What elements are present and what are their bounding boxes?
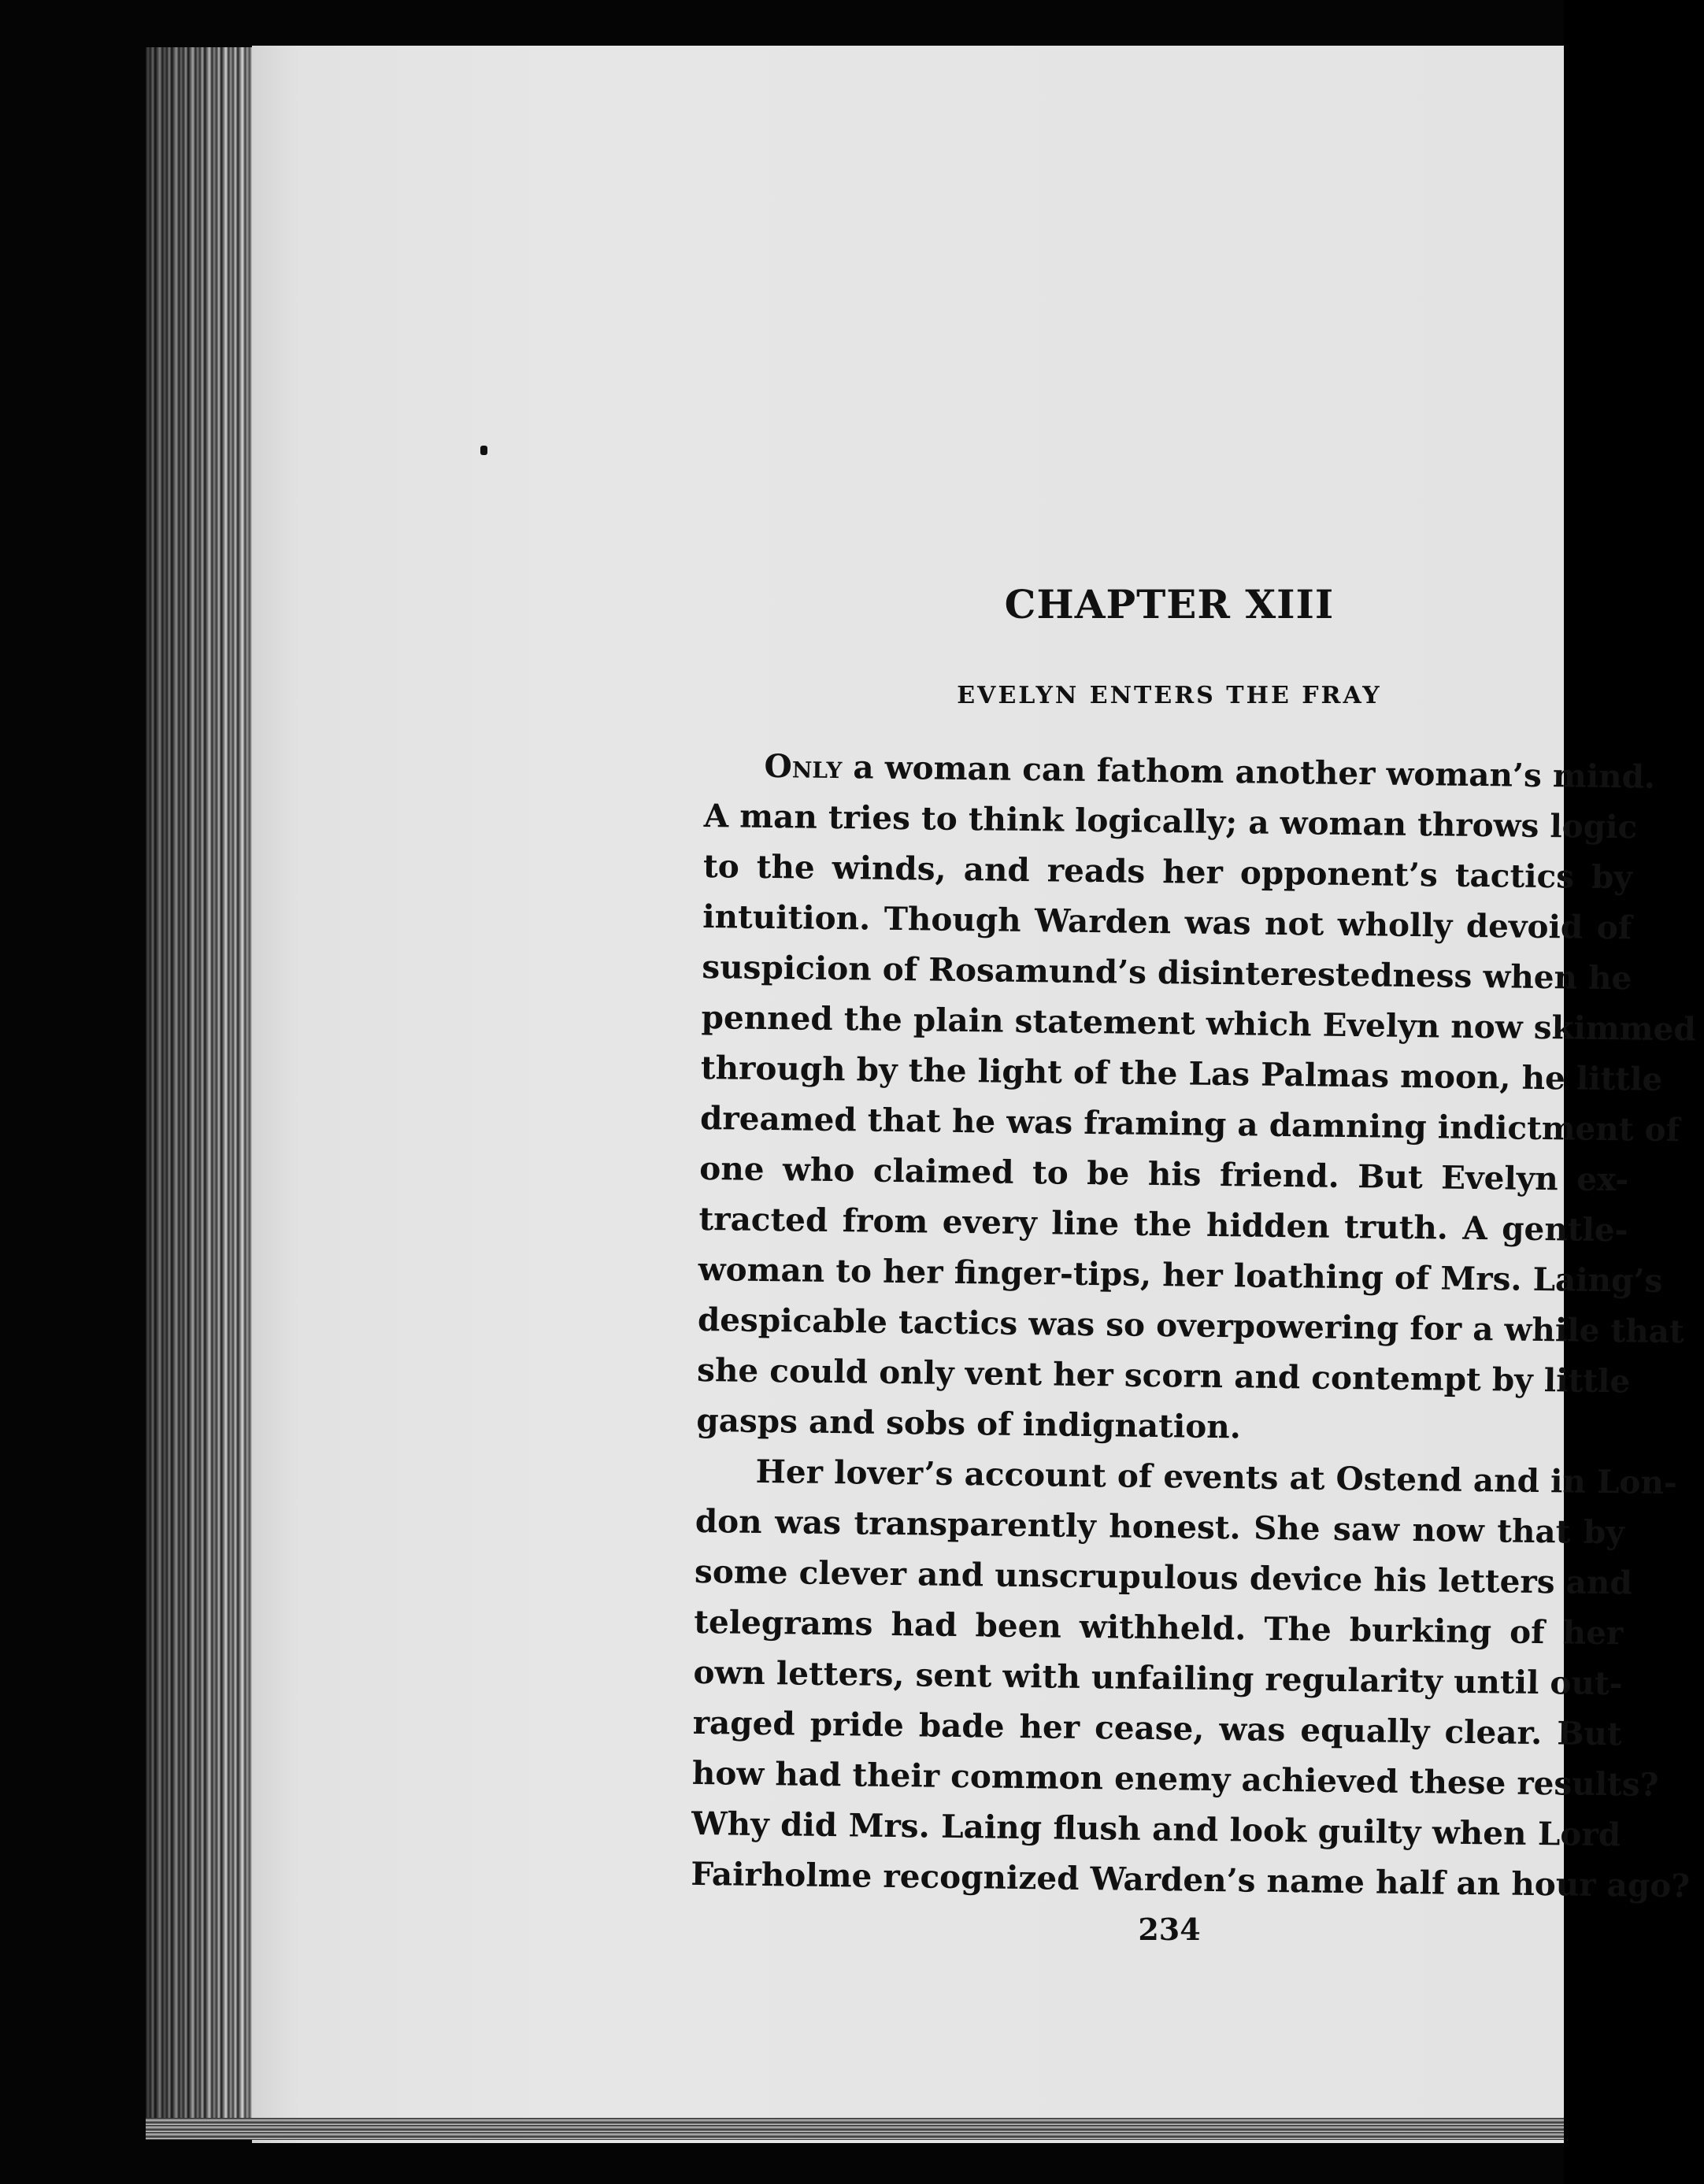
text-line: suspicion of Rosamund’s disinterestedness when he [702, 947, 1632, 998]
chapter-title: CHAPTER XIII [1004, 581, 1335, 627]
text-line: raged pride bade her cease, was equally clear. But [692, 1703, 1622, 1753]
text-line: to the winds, and reads her opponent’s tactics by [702, 846, 1633, 897]
text-line: Only a woman can fathom another woman’s mind. [764, 746, 1656, 796]
text-line: she could only vent her scorn and contempt by little [696, 1350, 1631, 1401]
chapter-subtitle: EVELYN ENTERS THE FRAY [957, 682, 1382, 709]
text-line: don was transparently honest. She saw now that by [695, 1501, 1625, 1552]
body-text [691, 740, 1697, 1910]
text-line: gasps and sobs of indignation. [696, 1401, 1242, 1446]
page-edges-shadow [146, 47, 264, 2126]
text-line: own letters, sent with unfailing regularity until out- [693, 1653, 1623, 1703]
text-line: penned the plain statement which Evelyn now skimmed [701, 998, 1697, 1049]
text-line: tracted from every line the hidden truth. A gentle- [698, 1199, 1628, 1249]
text-line: Why did Mrs. Laing flush and look guilty when Lord [691, 1804, 1621, 1854]
text-line: A man tries to think logically; a woman throws logic [703, 796, 1638, 846]
text-line: telegrams had been withheld. The burking of her [694, 1602, 1624, 1653]
text-line: some clever and unscrupulous device his letters and [694, 1552, 1632, 1602]
book-bottom-edge [146, 2118, 1564, 2140]
page-number: 234 [1138, 1912, 1201, 1947]
margin-speck [480, 446, 487, 455]
text-line: through by the light of the Las Palmas moon, he little [700, 1048, 1663, 1098]
text-line: how had their common enemy achieved these results? [691, 1753, 1659, 1804]
text-line: Fairholme recognized Warden’s name half an hour ago? [691, 1854, 1691, 1905]
text-line: intuition. Though Warden was not wholly devoid of [702, 897, 1632, 947]
lead-word: Only [764, 746, 843, 787]
text-line: Her lover’s account of events at Ostend and in Lon- [755, 1452, 1678, 1502]
book-page [252, 46, 1697, 2143]
text-line: one who claimed to be his friend. But Evelyn ex- [699, 1149, 1629, 1199]
text-line: despicable tactics was so overpowering for a while that [697, 1300, 1684, 1351]
text-line: dreamed that he was framing a damning indictment of [699, 1098, 1680, 1149]
text-line: woman to her finger-tips, her loathing of Mrs. Laing’s [698, 1249, 1663, 1300]
